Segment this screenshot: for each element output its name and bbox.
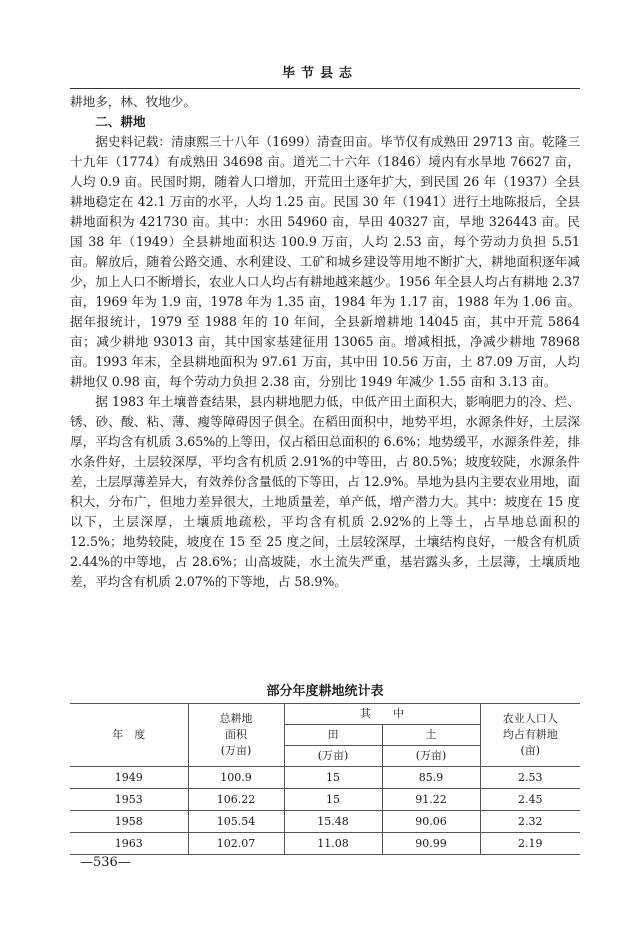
cell-year: 1963 [70, 833, 188, 855]
body-text [70, 92, 580, 592]
cell-tu: 91.22 [382, 789, 480, 811]
header-among: 其 中 [284, 704, 480, 725]
cell-total: 106.22 [188, 789, 284, 811]
table-row [70, 767, 580, 789]
cell-tian: 11.08 [284, 833, 382, 855]
table-row [70, 789, 580, 811]
paragraph-soil-survey: 据 1983 年土壤普查结果，县内耕地肥力低，中低产田土面积大，影响肥力的冷、烂、锈、砂、酸、粘、薄、瘦等障碍因子俱全。在稻田面积中，地势平坦，水源条件好，土层深厚，平均含有机质 3.65%的上等田，仅占稻田总面积的 6.6%；地势缓平，水源条件差，排水条件好，土层较深厚，平均含有机质 2.91%的中等田，占 80.5%；坡度较陡，水源条件差，土层厚薄差异大，有效养份含量低的下等田，占 12.9%。旱地为县内主要农业用地，面积大，分布广，但地力差异很大，土地质量差，单产低，增产潜力大。其中：坡度在 15 度以下，土层深厚，土壤质地疏松，平均含有机质 2.92%的上等土，占旱地总面积的 12.5%；地势较陡，坡度在 15 至 25 度之间，土层较深厚，土壤结构良好，一般含有机质 2.44%的中等地，占 28.6%；山高坡陡，水土流失严重，基岩露头多，土层薄，土壤质地差，平均含有机质 2.07%的下等地，占 58.9%。 [70, 394, 580, 589]
header-rule [70, 88, 580, 89]
header-tu-unit: (万亩) [382, 746, 480, 767]
cell-tian: 15.48 [284, 811, 382, 833]
header-per-capita-line2: 均占有耕地 [502, 728, 558, 741]
continuation-line: 耕地多，林、牧地少。 [70, 94, 196, 109]
header-year: 年 度 [70, 704, 188, 767]
header-total-line1: 总耕地 [219, 712, 253, 725]
header-per-capita [480, 704, 580, 767]
table-row [70, 811, 580, 833]
header-tian-unit: (万亩) [284, 746, 382, 767]
cell-per-capita: 2.19 [480, 833, 580, 855]
header-tian: 田 [284, 725, 382, 746]
cell-tian: 15 [284, 789, 382, 811]
paragraph-history: 据史料记载：清康熙三十八年（1699）清查田亩。毕节仅有成熟田 29713 亩。乾隆三十九年（1774）有成熟田 34698 亩。道光二十六年（1846）境内有水旱地 76627 亩，人均 0.9 亩。民国时期，随着人口增加，开荒田土逐年扩大，到民国 26 年（1937）全县耕地稳定在 42.1 万亩的水平，人均 1.25 亩。民国 30 年（1941）进行土地陈报后，全县耕地面积为 421730 亩。其中：水田 54960 亩，旱田 40327 亩，旱地 326443 亩。民国 38 年（1949）全县耕地面积达 100.9 万亩，人均 2.53 亩，每个劳动力负担 5.51 亩。解放后，随着公路交通、水利建设、工矿和城乡建设等用地不断扩大，耕地面积逐年减少，加上人口不断增长，农业人口人均占有耕地越来越少。1956 年全县人均占有耕地 2.37 亩，1969 年为 1.9 亩，1978 年为 1.35 亩，1984 年为 1.17 亩，1988 年为 1.06 亩。据年报统计，1979 至 1988 年的 10 年间，全县新增耕地 14045 亩，其中开荒 5864 亩；减少耕地 93013 亩，其中国家基建征用 13065 亩。增减相抵，净减少耕地 78968 亩。1993 年末，全县耕地面积为 97.61 万亩，其中田 10.56 万亩，土 87.09 万亩，人均耕地仅 0.98 亩，每个劳动力负担 2.38 亩，分别比 1949 年减少 1.55 亩和 3.13 亩。 [70, 134, 580, 389]
cell-year: 1953 [70, 789, 188, 811]
cell-total: 105.54 [188, 811, 284, 833]
header-per-capita-line3: (亩) [520, 744, 541, 757]
header-tu: 土 [382, 725, 480, 746]
cell-per-capita: 2.32 [480, 811, 580, 833]
cell-tu: 85.9 [382, 767, 480, 789]
cell-tian: 15 [284, 767, 382, 789]
table-title: 部分年度耕地统计表 [266, 684, 384, 699]
farmland-stats-table [70, 703, 580, 855]
running-header: 毕节县志 [281, 66, 358, 81]
section-heading: 二、耕地 [95, 114, 146, 129]
cell-year: 1958 [70, 811, 188, 833]
header-total-line3: (万亩) [220, 744, 252, 757]
table-row [70, 833, 580, 855]
cell-tu: 90.06 [382, 811, 480, 833]
cell-year: 1949 [70, 767, 188, 789]
header-total-line2: 面积 [225, 728, 247, 741]
page-number: —536— [80, 855, 131, 870]
header-total-area [188, 704, 284, 767]
header-per-capita-line1: 农业人口人 [502, 712, 558, 725]
cell-total: 100.9 [188, 767, 284, 789]
cell-tu: 90.99 [382, 833, 480, 855]
cell-per-capita: 2.53 [480, 767, 580, 789]
cell-total: 102.07 [188, 833, 284, 855]
cell-per-capita: 2.45 [480, 789, 580, 811]
